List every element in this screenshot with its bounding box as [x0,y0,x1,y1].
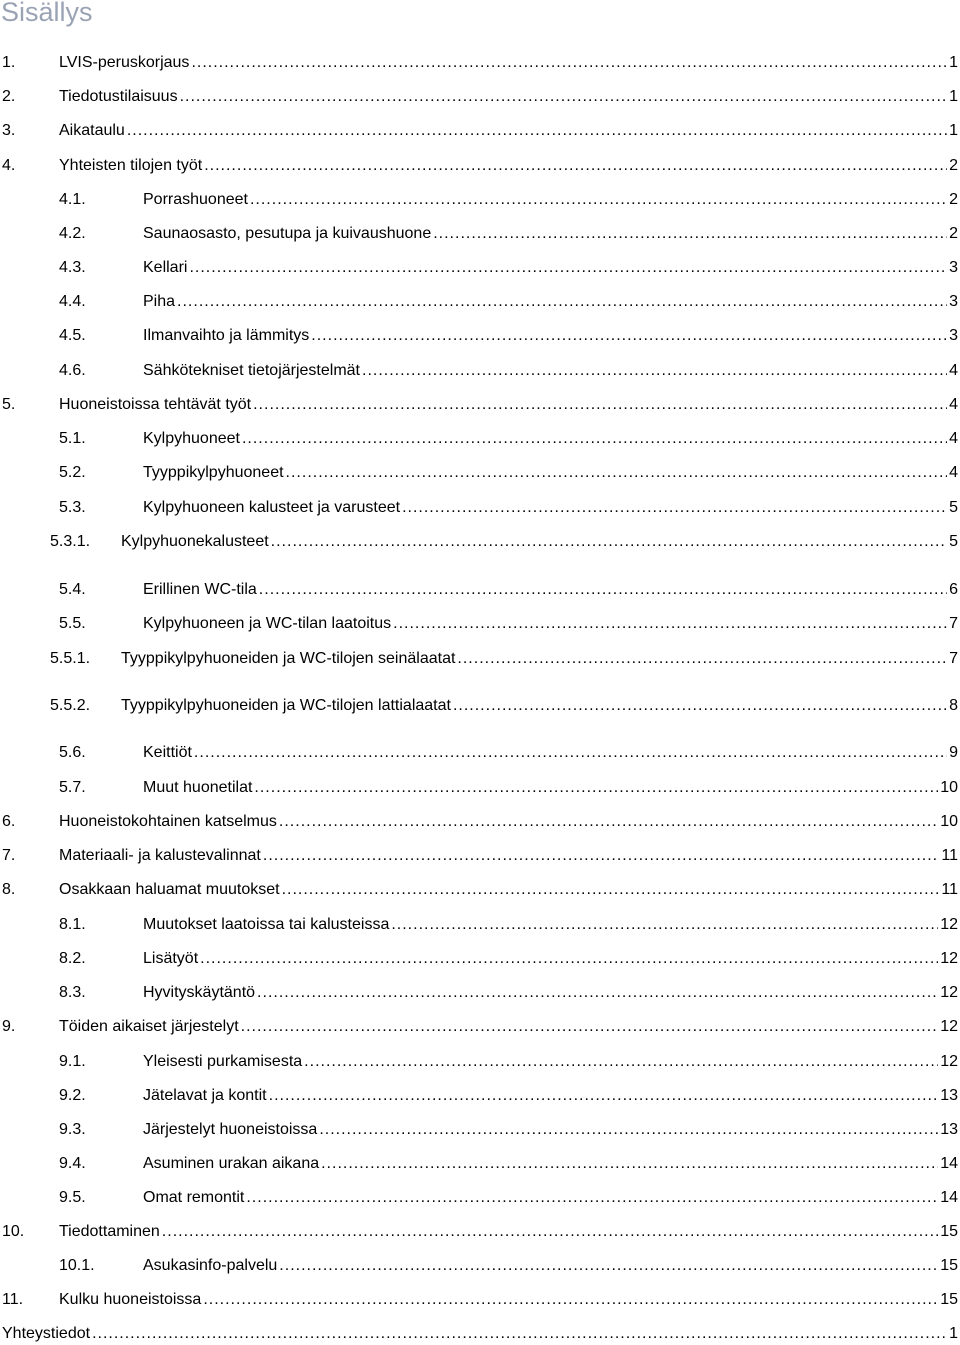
dot-leader [257,982,938,1004]
toc-entry-number: 8.3. [59,984,86,1001]
toc-entry-number: 5.5. [59,615,86,632]
toc-entry-number: 4.2. [59,225,86,242]
toc-entry[interactable] [0,695,958,717]
toc-entry[interactable] [0,223,958,245]
toc-entry-title: Muut huonetilat [143,779,253,796]
toc-entry-page-number: 4 [949,430,958,447]
toc-entry-page-number: 11 [941,847,958,864]
toc-entry-title: Tiedotustilaisuus [59,88,178,105]
toc-entry-page-number: 5 [949,499,958,516]
toc-entry-number: 4.3. [59,259,86,276]
toc-entry-page-number: 14 [940,1155,958,1172]
toc-entry[interactable] [0,52,958,74]
toc-entry-page-number: 7 [949,615,958,632]
toc-entry-title: Yhteystiedot [2,1325,91,1342]
toc-entry-number: 5.7. [59,779,86,796]
toc-entry-page-number: 1 [949,122,958,139]
dot-leader [433,223,947,245]
toc-entry[interactable] [0,155,958,177]
toc-entry-number: 11. [2,1291,24,1308]
dot-leader [194,742,947,764]
dot-leader [393,613,947,635]
toc-entry-page-number: 2 [949,225,958,242]
toc-entry-title: Kylpyhuoneet [143,430,240,447]
toc-entry-number: 5.3. [59,499,86,516]
dot-leader [254,777,938,799]
toc-entry-title: Omat remontit [143,1189,245,1206]
dot-leader [191,52,947,74]
toc-entry-number: 5. [2,396,16,413]
toc-entry-page-number: 3 [949,293,958,310]
toc-entry-page-number: 12 [940,1053,958,1070]
dot-leader [311,325,947,347]
toc-entry[interactable] [0,1255,958,1277]
toc-entry-number: 5.6. [59,744,86,761]
toc-entry-title: Saunaosasto, pesutupa ja kuivaushuone [143,225,432,242]
dot-leader [279,811,938,833]
toc-entry-title: Huoneistokohtainen katselmus [59,813,277,830]
toc-entry-page-number: 1 [949,54,958,71]
dot-leader [319,1119,938,1141]
toc-entry[interactable] [0,982,958,1004]
dot-leader [177,291,947,313]
toc-entry-page-number: 15 [940,1257,958,1274]
toc-entry-title: LVIS-peruskorjaus [59,54,190,71]
toc-entry-page-number: 10 [940,779,958,796]
toc-entry[interactable] [0,879,958,901]
toc-entry-page-number: 2 [949,191,958,208]
toc-entry-title: Aikataulu [59,122,125,139]
dot-leader [282,879,940,901]
dot-leader [250,189,947,211]
toc-entry-number: 8. [2,881,16,898]
toc-entry-page-number: 11 [941,881,958,898]
toc-entry-page-number: 8 [949,697,958,714]
toc-entry-number: 10.1. [59,1257,95,1274]
dot-leader [321,1153,938,1175]
dot-leader [271,531,947,553]
toc-entry-number: 9. [2,1018,16,1035]
toc-entry[interactable] [0,1051,958,1073]
toc-entry[interactable] [0,1119,958,1141]
toc-entry[interactable] [0,914,958,936]
toc-entry-title: Tyyppikylpyhuoneiden ja WC-tilojen seinälaatat [121,650,456,667]
toc-entry-number: 1. [2,54,16,71]
toc-entry-number: 5.1. [59,430,86,447]
toc-entry-page-number: 12 [940,984,958,1001]
dot-leader [127,120,947,142]
toc-entry-number: 10. [2,1223,25,1240]
toc-entry-page-number: 14 [940,1189,958,1206]
toc-entry-title: Kylpyhuonekalusteet [121,533,269,550]
toc-entry-page-number: 12 [940,916,958,933]
toc-entry-number: 9.5. [59,1189,86,1206]
toc-entry-number: 9.2. [59,1087,86,1104]
toc-entry-page-number: 9 [949,744,958,761]
toc-entry-number: 4.1. [59,191,86,208]
toc-entry-page-number: 3 [949,259,958,276]
toc-entry-page-number: 13 [940,1087,958,1104]
toc-entry-page-number: 1 [949,88,958,105]
toc-entry-number: 6. [2,813,16,830]
dot-leader [457,648,947,670]
toc-entry-number: 3. [2,122,16,139]
toc-entry-title: Keittiöt [143,744,192,761]
dot-leader [242,428,947,450]
dot-leader [203,1289,938,1311]
toc-entry-title: Tyyppikylpyhuoneet [143,464,284,481]
dot-leader [286,462,948,484]
toc-entry-title: Hyvityskäytäntö [143,984,256,1001]
toc-entry-page-number: 4 [949,464,958,481]
dot-leader [200,948,938,970]
toc-entry-page-number: 15 [940,1291,958,1308]
dot-leader [269,1085,939,1107]
dot-leader [362,360,947,382]
toc-entry-title: Muutokset laatoissa tai kalusteissa [143,916,390,933]
toc-entry[interactable] [0,1289,958,1311]
toc-entry-title: Kellari [143,259,188,276]
toc-entry-title: Asuminen urakan aikana [143,1155,320,1172]
toc-entry-title: Kylpyhuoneen ja WC-tilan laatoitus [143,615,392,632]
dot-leader [92,1323,947,1345]
toc-entry[interactable] [0,579,958,601]
toc-entry[interactable] [0,811,958,833]
toc-title: Sisällys [1,0,93,27]
toc-entry[interactable] [0,613,958,635]
toc-entry-title: Osakkaan haluamat muutokset [59,881,280,898]
toc-entry-title: Tiedottaminen [59,1223,160,1240]
toc-entry-title: Yhteisten tilojen työt [59,157,203,174]
dot-leader [189,257,947,279]
toc-entry[interactable] [0,394,958,416]
toc-entry-number: 5.5.1. [50,650,91,667]
toc-entry[interactable] [0,120,958,142]
dot-leader [279,1255,938,1277]
toc-entry-page-number: 4 [949,362,958,379]
dot-leader [180,86,948,108]
dot-leader [391,914,938,936]
toc-entry-title: Huoneistoissa tehtävät työt [59,396,252,413]
toc-entry-page-number: 15 [940,1223,958,1240]
toc-entry-title: Kulku huoneistoissa [59,1291,202,1308]
toc-entry[interactable] [0,845,958,867]
dot-leader [259,579,947,601]
toc-entry-title: Jätelavat ja kontit [143,1087,267,1104]
toc-entry[interactable] [0,428,958,450]
toc-entry-number: 9.4. [59,1155,86,1172]
toc-entry-page-number: 13 [940,1121,958,1138]
dot-leader [246,1187,938,1209]
toc-entry[interactable] [0,1323,958,1345]
toc-entry[interactable] [0,742,958,764]
dot-leader [162,1221,938,1243]
dot-leader [241,1016,939,1038]
toc-entry[interactable] [0,360,958,382]
toc-entry[interactable] [0,462,958,484]
toc-entry[interactable] [0,497,958,519]
toc-entry-number: 9.1. [59,1053,86,1070]
toc-entry-number: 8.1. [59,916,86,933]
toc-entry-title: Erillinen WC-tila [143,581,257,598]
toc-entry[interactable] [0,1221,958,1243]
toc-entry-number: 4.4. [59,293,86,310]
toc-entry[interactable] [0,291,958,313]
toc-entry-number: 8.2. [59,950,86,967]
toc-entry[interactable] [0,1153,958,1175]
toc-entry[interactable] [0,257,958,279]
toc-entry-title: Tyyppikylpyhuoneiden ja WC-tilojen lattialaatat [121,697,451,714]
toc-entry-title: Töiden aikaiset järjestelyt [59,1018,239,1035]
dot-leader [304,1051,938,1073]
toc-entry-page-number: 2 [949,157,958,174]
toc-entry-page-number: 4 [949,396,958,413]
toc-entry-number: 2. [2,88,16,105]
toc-entry[interactable] [0,648,958,670]
toc-entry-title: Porrashuoneet [143,191,248,208]
toc-entry-title: Piha [143,293,176,310]
toc-entry-title: Kylpyhuoneen kalusteet ja varusteet [143,499,401,516]
dot-leader [253,394,947,416]
toc-entry-title: Lisätyöt [143,950,199,967]
toc-entry[interactable] [0,1187,958,1209]
toc-entry-title: Järjestelyt huoneistoissa [143,1121,318,1138]
toc-entry-number: 5.2. [59,464,86,481]
toc-entry-title: Asukasinfo-palvelu [143,1257,278,1274]
toc-entry[interactable] [0,948,958,970]
dot-leader [402,497,947,519]
toc-entry-number: 4.5. [59,327,86,344]
dot-leader [453,695,947,717]
toc-entry-number: 4. [2,157,16,174]
dot-leader [263,845,940,867]
toc-entry[interactable] [0,189,958,211]
toc-entry[interactable] [0,531,958,553]
toc-entry-page-number: 6 [949,581,958,598]
toc-entry[interactable] [0,777,958,799]
toc-entry-page-number: 1 [949,1325,958,1342]
toc-entry-title: Sähkötekniset tietojärjestelmät [143,362,360,379]
toc-entry[interactable] [0,1016,958,1038]
dot-leader [204,155,947,177]
toc-entry-page-number: 12 [940,950,958,967]
toc-entry-number: 5.4. [59,581,86,598]
toc-entry[interactable] [0,1085,958,1107]
toc-entry-number: 9.3. [59,1121,86,1138]
toc-entry-number: 5.5.2. [50,697,91,714]
toc-entry-number: 7. [2,847,16,864]
toc-entry-page-number: 7 [949,650,958,667]
toc-entry[interactable] [0,325,958,347]
toc-entry-title: Yleisesti purkamisesta [143,1053,303,1070]
toc-entry-page-number: 3 [949,327,958,344]
toc-entry-title: Materiaali- ja kalustevalinnat [59,847,261,864]
toc-entry-number: 4.6. [59,362,86,379]
toc-entry-page-number: 5 [949,533,958,550]
toc-entry-title: Ilmanvaihto ja lämmitys [143,327,310,344]
toc-entry-number: 5.3.1. [50,533,91,550]
toc-entry[interactable] [0,86,958,108]
toc-entry-page-number: 12 [940,1018,958,1035]
toc-entry-page-number: 10 [940,813,958,830]
